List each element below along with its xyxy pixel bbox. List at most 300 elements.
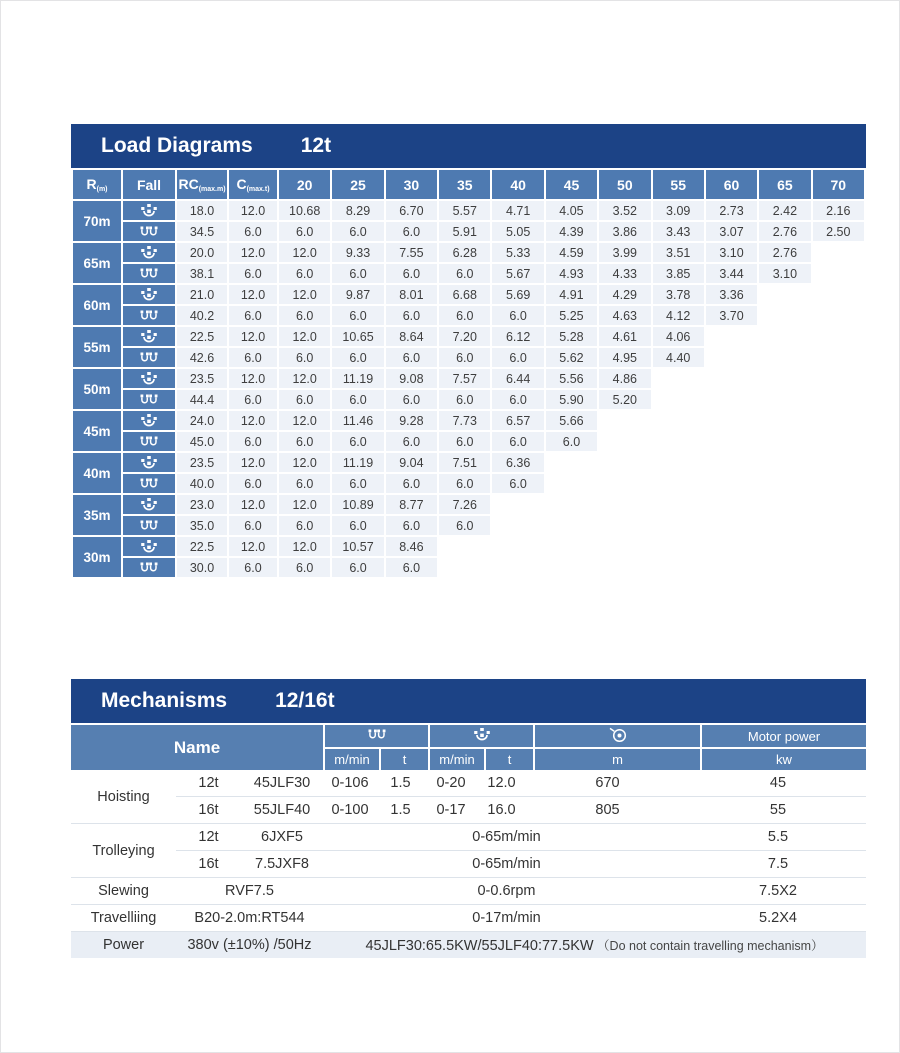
empty-cell — [653, 432, 704, 451]
load-value-cell: 7.57 — [439, 369, 490, 388]
empty-cell — [813, 348, 864, 367]
mechanism-row — [71, 851, 866, 878]
empty-cell — [813, 495, 864, 514]
load-value-cell: 12.0 — [279, 243, 330, 262]
load-value-cell: 6.0 — [492, 306, 543, 325]
load-table-row — [73, 411, 864, 430]
load-value-cell: 23.5 — [177, 453, 227, 472]
load-value-cell: 3.52 — [599, 201, 650, 220]
empty-cell — [653, 558, 704, 577]
rc-max-header: $RC_{(max.m)}$ — [177, 170, 227, 199]
load-value-cell: 6.0 — [332, 390, 383, 409]
load-value-cell: 10.89 — [332, 495, 383, 514]
load-value-cell: 6.0 — [439, 306, 490, 325]
four-fall-hook-icon — [430, 725, 533, 747]
load-value-cell: 42.6 — [177, 348, 227, 367]
empty-cell — [759, 558, 810, 577]
radius-column-header: 60 — [706, 170, 757, 199]
load-value-cell: 5.62 — [546, 348, 597, 367]
load-value-cell: 6.0 — [229, 306, 277, 325]
load-value-cell: 6.0 — [332, 432, 383, 451]
load-value-cell: 6.0 — [386, 264, 437, 283]
load-value-cell: 12.0 — [229, 453, 277, 472]
radius-column-header: 65 — [759, 170, 810, 199]
load-value-cell: 40.0 — [177, 474, 227, 493]
load-table-row — [73, 243, 864, 262]
load-value-cell: 44.4 — [177, 390, 227, 409]
empty-cell — [653, 390, 704, 409]
load-value-cell: 5.69 — [492, 285, 543, 304]
load-value-cell: 5.90 — [546, 390, 597, 409]
mechanism-cell: Hoisting — [71, 770, 176, 824]
load-value-cell: 5.67 — [492, 264, 543, 283]
mechanism-cell: B20-2.0m:RT544 — [176, 905, 323, 932]
empty-cell — [599, 495, 650, 514]
empty-cell — [813, 285, 864, 304]
load-value-cell: 8.46 — [386, 537, 437, 556]
load-value-cell: 12.0 — [279, 411, 330, 430]
load-value-cell: 12.0 — [279, 285, 330, 304]
empty-cell — [599, 537, 650, 556]
mechanism-cell: 55 — [690, 797, 866, 824]
four-fall-hook-icon — [123, 285, 175, 304]
load-table-row — [73, 474, 864, 493]
load-value-cell: 4.95 — [599, 348, 650, 367]
mechanism-cell: 12.0 — [478, 770, 525, 797]
load-value-cell: 9.04 — [386, 453, 437, 472]
load-value-cell: 6.0 — [332, 474, 383, 493]
mechanism-cell: 16t — [176, 851, 241, 878]
radius-label: 30m — [73, 537, 121, 577]
mechanism-cell: 7.5JXF8 — [241, 851, 323, 878]
empty-cell — [759, 516, 810, 535]
load-table-row — [73, 306, 864, 325]
load-value-cell: 21.0 — [177, 285, 227, 304]
empty-cell — [706, 432, 757, 451]
empty-cell — [546, 516, 597, 535]
load-value-cell: 12.0 — [229, 411, 277, 430]
mechanism-cell: 16.0 — [478, 797, 525, 824]
mechanism-cell: Trolleying — [71, 824, 176, 878]
load-value-cell: 3.99 — [599, 243, 650, 262]
load-value-cell: 12.0 — [229, 495, 277, 514]
load-value-cell: 6.36 — [492, 453, 543, 472]
empty-cell — [706, 411, 757, 430]
empty-cell — [706, 516, 757, 535]
empty-cell — [599, 432, 650, 451]
load-value-cell: 6.0 — [332, 222, 383, 241]
empty-cell — [813, 432, 864, 451]
load-value-cell: 7.73 — [439, 411, 490, 430]
empty-cell — [759, 453, 810, 472]
fall-header: Fall — [123, 170, 175, 199]
empty-cell — [439, 537, 490, 556]
two-fall-hook-icon — [123, 264, 175, 283]
power-unit-header: kw — [702, 749, 866, 770]
load-table-row — [73, 432, 864, 451]
empty-cell — [813, 327, 864, 346]
load-table-row — [73, 222, 864, 241]
load-value-cell: 3.86 — [599, 222, 650, 241]
load-table-row — [73, 516, 864, 535]
load-value-cell: 6.0 — [386, 348, 437, 367]
load-value-cell: 4.91 — [546, 285, 597, 304]
load-value-cell: 6.0 — [439, 390, 490, 409]
mechanisms-table — [71, 770, 866, 958]
empty-cell — [653, 369, 704, 388]
mechanism-cell: 380v (±10%) /50Hz — [176, 932, 323, 959]
load-value-cell: 4.59 — [546, 243, 597, 262]
radius-column-header: 20 — [279, 170, 330, 199]
empty-cell — [546, 453, 597, 472]
load-value-cell: 4.63 — [599, 306, 650, 325]
empty-cell — [653, 474, 704, 493]
load-value-cell: 7.20 — [439, 327, 490, 346]
load-value-cell: 4.40 — [653, 348, 704, 367]
mechanism-cell: 45 — [690, 770, 866, 797]
radius-header: $R_{(m)}$ — [73, 170, 121, 199]
mechanisms-section — [71, 679, 866, 958]
mechanism-cell: 670 — [525, 770, 690, 797]
load-unit-header: t — [381, 749, 428, 770]
load-value-cell: 4.61 — [599, 327, 650, 346]
load-value-cell: 7.26 — [439, 495, 490, 514]
load-value-cell: 9.87 — [332, 285, 383, 304]
load-value-cell: 12.0 — [279, 327, 330, 346]
empty-cell — [813, 516, 864, 535]
empty-cell — [599, 516, 650, 535]
load-value-cell: 10.65 — [332, 327, 383, 346]
empty-cell — [813, 453, 864, 472]
load-diagrams-title: Load Diagrams — [101, 134, 253, 157]
four-fall-hook-icon — [123, 411, 175, 430]
two-fall-hook-icon — [123, 222, 175, 241]
mechanism-cell: 0-65m/min — [323, 824, 690, 851]
four-fall-hook-icon — [123, 327, 175, 346]
empty-cell — [813, 243, 864, 262]
mechanism-cell: 55JLF40 — [241, 797, 323, 824]
radius-column-header: 25 — [332, 170, 383, 199]
load-value-cell: 5.33 — [492, 243, 543, 262]
load-value-cell: 6.0 — [492, 390, 543, 409]
load-value-cell: 4.06 — [653, 327, 704, 346]
load-value-cell: 2.50 — [813, 222, 864, 241]
load-value-cell: 3.36 — [706, 285, 757, 304]
mechanism-cell: 5.5 — [690, 824, 866, 851]
radius-column-header: 30 — [386, 170, 437, 199]
load-value-cell: 4.12 — [653, 306, 704, 325]
load-value-cell: 6.0 — [332, 516, 383, 535]
load-value-cell: 12.0 — [229, 369, 277, 388]
load-value-cell: 7.55 — [386, 243, 437, 262]
motor-power-header: Motor power — [702, 725, 866, 747]
empty-cell — [706, 495, 757, 514]
empty-cell — [759, 285, 810, 304]
load-table-row — [73, 327, 864, 346]
load-value-cell: 20.0 — [177, 243, 227, 262]
load-value-cell: 9.33 — [332, 243, 383, 262]
load-value-cell: 6.0 — [229, 516, 277, 535]
load-value-cell: 34.5 — [177, 222, 227, 241]
load-value-cell: 12.0 — [229, 285, 277, 304]
load-value-cell: 12.0 — [279, 495, 330, 514]
load-value-cell: 6.0 — [229, 474, 277, 493]
two-fall-hook-icon — [123, 348, 175, 367]
empty-cell — [759, 432, 810, 451]
mechanism-row — [71, 905, 866, 932]
four-fall-hook-icon — [123, 495, 175, 514]
load-value-cell: 3.70 — [706, 306, 757, 325]
speed-unit-header: m/min — [430, 749, 484, 770]
load-value-cell: 38.1 — [177, 264, 227, 283]
load-value-cell: 4.93 — [546, 264, 597, 283]
two-fall-hook-icon — [123, 516, 175, 535]
mechanism-cell: 5.2X4 — [690, 905, 866, 932]
empty-cell — [439, 558, 490, 577]
four-fall-hook-icon — [123, 537, 175, 556]
load-value-cell: 6.0 — [229, 432, 277, 451]
empty-cell — [653, 516, 704, 535]
load-value-cell: 6.28 — [439, 243, 490, 262]
mechanism-cell: 0-17 — [424, 797, 478, 824]
four-fall-hook-icon — [123, 243, 175, 262]
two-fall-hook-icon — [123, 558, 175, 577]
load-value-cell: 3.10 — [706, 243, 757, 262]
empty-cell — [546, 474, 597, 493]
load-value-cell: 9.28 — [386, 411, 437, 430]
load-value-cell: 6.68 — [439, 285, 490, 304]
mechanism-row — [71, 878, 866, 905]
load-value-cell: 4.71 — [492, 201, 543, 220]
rope-drum-icon — [535, 725, 700, 747]
empty-cell — [653, 537, 704, 556]
load-value-cell: 35.0 — [177, 516, 227, 535]
two-fall-hook-icon — [123, 432, 175, 451]
load-value-cell: 6.0 — [386, 390, 437, 409]
load-value-cell: 4.05 — [546, 201, 597, 220]
empty-cell — [599, 558, 650, 577]
load-value-cell: 11.19 — [332, 453, 383, 472]
load-value-cell: 6.0 — [332, 306, 383, 325]
empty-cell — [546, 537, 597, 556]
mechanism-row — [71, 932, 866, 959]
mechanism-cell: Power — [71, 932, 176, 959]
mechanism-cell: 6JXF5 — [241, 824, 323, 851]
c-max-header: $C_{(max.t)}$ — [229, 170, 277, 199]
load-value-cell: 8.01 — [386, 285, 437, 304]
radius-label: 70m — [73, 201, 121, 241]
load-value-cell: 6.0 — [439, 474, 490, 493]
two-fall-hook-icon — [123, 390, 175, 409]
empty-cell — [706, 327, 757, 346]
empty-cell — [492, 537, 543, 556]
empty-cell — [813, 306, 864, 325]
empty-cell — [759, 411, 810, 430]
load-value-cell: 18.0 — [177, 201, 227, 220]
mechanisms-table-header — [71, 725, 866, 770]
empty-cell — [492, 516, 543, 535]
load-value-cell: 6.0 — [386, 474, 437, 493]
load-value-cell: 6.0 — [279, 516, 330, 535]
mechanism-cell: 0-20 — [424, 770, 478, 797]
empty-cell — [759, 348, 810, 367]
radius-column-header: 35 — [439, 170, 490, 199]
empty-cell — [759, 390, 810, 409]
load-table-row — [73, 453, 864, 472]
load-value-cell: 3.44 — [706, 264, 757, 283]
empty-cell — [759, 369, 810, 388]
empty-cell — [813, 558, 864, 577]
load-value-cell: 30.0 — [177, 558, 227, 577]
empty-cell — [759, 327, 810, 346]
empty-cell — [599, 453, 650, 472]
load-value-cell: 4.86 — [599, 369, 650, 388]
load-value-cell: 6.0 — [279, 474, 330, 493]
load-value-cell: 23.5 — [177, 369, 227, 388]
load-value-cell: 40.2 — [177, 306, 227, 325]
two-fall-hook-icon — [123, 474, 175, 493]
load-table-row — [73, 285, 864, 304]
load-unit-header: t — [486, 749, 533, 770]
load-value-cell: 5.28 — [546, 327, 597, 346]
empty-cell — [813, 537, 864, 556]
empty-cell — [706, 558, 757, 577]
load-value-cell: 4.33 — [599, 264, 650, 283]
mechanism-cell: 16t — [176, 797, 241, 824]
load-value-cell: 10.68 — [279, 201, 330, 220]
radius-column-header: 40 — [492, 170, 543, 199]
empty-cell — [759, 537, 810, 556]
mechanism-cell: Travelliing — [71, 905, 176, 932]
load-value-cell: 5.05 — [492, 222, 543, 241]
load-value-cell: 5.66 — [546, 411, 597, 430]
radius-label: 35m — [73, 495, 121, 535]
name-header: Name — [71, 725, 323, 770]
load-value-cell: 3.43 — [653, 222, 704, 241]
load-diagrams-table — [71, 168, 866, 579]
load-table-row — [73, 201, 864, 220]
mechanisms-title-bar — [71, 679, 866, 723]
load-value-cell: 3.10 — [759, 264, 810, 283]
mechanism-cell: 12t — [176, 770, 241, 797]
load-value-cell: 6.0 — [279, 558, 330, 577]
empty-cell — [706, 474, 757, 493]
load-value-cell: 6.0 — [439, 432, 490, 451]
empty-cell — [653, 495, 704, 514]
load-value-cell: 6.0 — [279, 348, 330, 367]
load-table-row — [73, 369, 864, 388]
two-fall-hook-icon — [325, 725, 428, 747]
mechanism-cell: 7.5 — [690, 851, 866, 878]
load-table-row — [73, 558, 864, 577]
load-value-cell: 11.46 — [332, 411, 383, 430]
mechanism-cell: 0-17m/min — [323, 905, 690, 932]
empty-cell — [706, 369, 757, 388]
load-value-cell: 2.73 — [706, 201, 757, 220]
load-table-row — [73, 264, 864, 283]
load-value-cell: 6.0 — [492, 432, 543, 451]
mechanism-cell: 0-100 — [323, 797, 377, 824]
four-fall-hook-icon — [123, 201, 175, 220]
empty-cell — [706, 537, 757, 556]
load-value-cell: 6.0 — [492, 348, 543, 367]
load-diagrams-tonnage: 12t — [300, 134, 332, 157]
load-value-cell: 6.0 — [546, 432, 597, 451]
radius-label: 40m — [73, 453, 121, 493]
empty-cell — [546, 495, 597, 514]
load-value-cell: 6.0 — [386, 222, 437, 241]
load-value-cell: 6.0 — [229, 264, 277, 283]
four-fall-hook-icon — [123, 369, 175, 388]
load-value-cell: 8.64 — [386, 327, 437, 346]
load-value-cell: 6.44 — [492, 369, 543, 388]
load-value-cell: 6.0 — [229, 390, 277, 409]
mechanism-cell: 1.5 — [377, 797, 424, 824]
mechanism-cell: Slewing — [71, 878, 176, 905]
radius-label: 60m — [73, 285, 121, 325]
empty-cell — [599, 411, 650, 430]
empty-cell — [813, 411, 864, 430]
load-value-cell: 12.0 — [229, 327, 277, 346]
load-value-cell: 7.51 — [439, 453, 490, 472]
load-value-cell: 2.76 — [759, 243, 810, 262]
mechanism-row — [71, 770, 866, 797]
mechanism-row — [71, 797, 866, 824]
load-value-cell: 6.0 — [279, 390, 330, 409]
load-table-header-row — [73, 170, 864, 199]
empty-cell — [759, 474, 810, 493]
load-value-cell: 11.19 — [332, 369, 383, 388]
mechanism-cell: 1.5 — [377, 770, 424, 797]
load-value-cell: 6.0 — [279, 306, 330, 325]
empty-cell — [813, 474, 864, 493]
load-value-cell: 12.0 — [229, 243, 277, 262]
load-value-cell: 2.16 — [813, 201, 864, 220]
load-value-cell: 22.5 — [177, 537, 227, 556]
load-value-cell: 5.20 — [599, 390, 650, 409]
radius-column-header: 55 — [653, 170, 704, 199]
empty-cell — [492, 558, 543, 577]
load-value-cell: 6.0 — [229, 558, 277, 577]
load-value-cell: 6.0 — [386, 516, 437, 535]
load-value-cell: 5.57 — [439, 201, 490, 220]
load-value-cell: 23.0 — [177, 495, 227, 514]
mechanism-cell: 805 — [525, 797, 690, 824]
mechanism-cell: RVF7.5 — [176, 878, 323, 905]
load-value-cell: 6.0 — [439, 348, 490, 367]
load-value-cell: 12.0 — [279, 453, 330, 472]
load-table-row — [73, 537, 864, 556]
empty-cell — [599, 474, 650, 493]
load-value-cell: 6.0 — [229, 222, 277, 241]
load-value-cell: 8.29 — [332, 201, 383, 220]
load-value-cell: 6.57 — [492, 411, 543, 430]
radius-column-header: 50 — [599, 170, 650, 199]
load-table-row — [73, 495, 864, 514]
mechanism-row — [71, 824, 866, 851]
empty-cell — [813, 390, 864, 409]
load-value-cell: 22.5 — [177, 327, 227, 346]
mechanism-cell: 7.5X2 — [690, 878, 866, 905]
mechanism-cell: 45JLF30 — [241, 770, 323, 797]
load-value-cell: 6.0 — [279, 432, 330, 451]
empty-cell — [813, 264, 864, 283]
empty-cell — [706, 390, 757, 409]
radius-label: 50m — [73, 369, 121, 409]
load-value-cell: 24.0 — [177, 411, 227, 430]
empty-cell — [759, 495, 810, 514]
two-fall-hook-icon — [123, 306, 175, 325]
